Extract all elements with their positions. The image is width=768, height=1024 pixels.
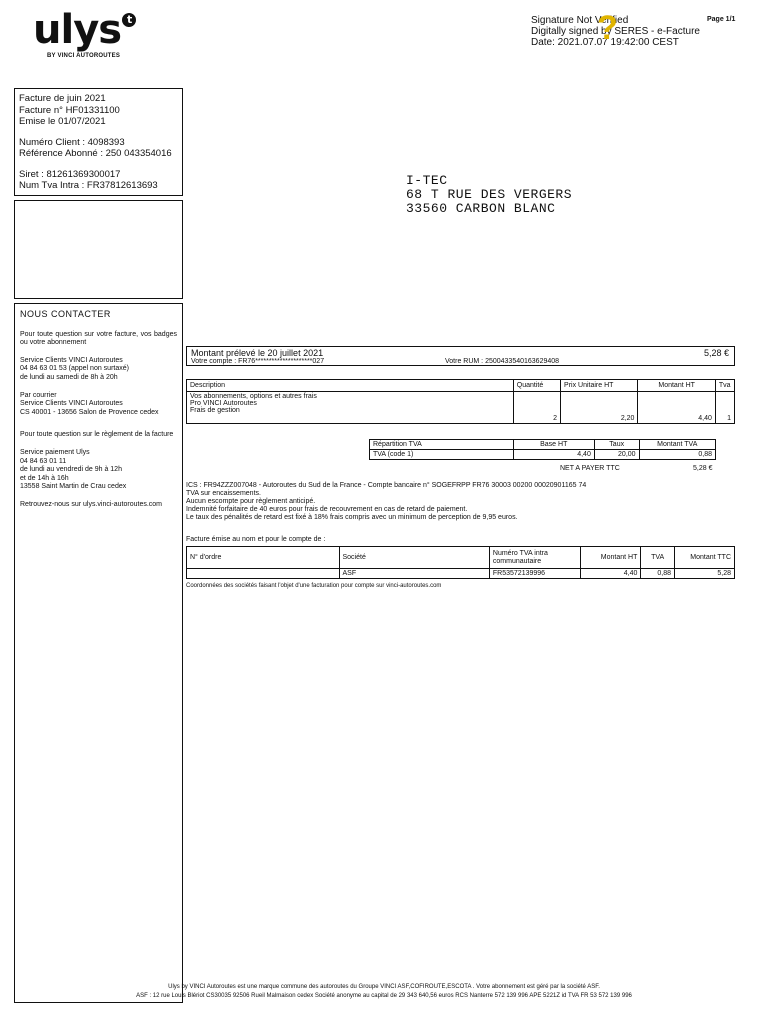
payment-box (186, 346, 735, 366)
net-label: NET A PAYER TTC (560, 465, 620, 472)
tva-number: Num Tva Intra : FR37812613693 (19, 180, 158, 191)
ulys-logo: ulys t (33, 10, 136, 50)
legal-ics: ICS : FR94ZZZ007048 - Autoroutes du Sud de la France - Compte bancaire n° SOGEFRPP FR76 30003 00200 00020901165 74 (186, 482, 587, 489)
vat-code: TVA (code 1) (370, 450, 514, 460)
empty-box (14, 200, 183, 299)
legal-block (186, 482, 746, 522)
tp-tva: 0,88 (641, 569, 675, 579)
col-tva: Tva (715, 380, 734, 392)
tp-vat-number: FR53572139996 (489, 569, 581, 579)
invoice-issued: Emise le 01/07/2021 (19, 116, 106, 127)
legal-discount: Aucun escompte pour règlement anticipé. (186, 498, 316, 505)
page-number: Page 1/1 (707, 16, 736, 23)
logo-mark: t (122, 13, 136, 27)
invoice-lines-table (186, 379, 735, 424)
contact-service-1: Service Clients VINCI Autoroutes 04 84 63 01 53 (appel non surtaxé) de lundi au samedi de 8h à 20h (20, 356, 129, 381)
logo-subtitle: BY VINCI AUTOROUTES (47, 53, 121, 59)
signature-date: Date: 2021.07.07 19:42:00 CEST (531, 37, 679, 48)
address-line-3: 33560 CARBON BLANC (406, 201, 556, 216)
tp-amount-ttc: 5,28 (675, 569, 735, 579)
recipient-address (406, 174, 572, 216)
third-party-title: Facture émise au nom et pour le compte de : (186, 536, 326, 543)
contact-mail-1: Par courrier Service Clients VINCI Autoroutes CS 40001 - 13656 Salon de Provence cedex (20, 391, 159, 416)
line-quantity: 2 (513, 392, 560, 424)
signature-status: Signature Not Verified (531, 15, 629, 26)
third-party-note: Coordonnées des sociétés faisant l'objet d'une facturation pour compte sur vinci-autoroutes.com (186, 583, 442, 589)
footer-line-1: Ulys by VINCI Autoroutes est une marque commune des autoroutes du Groupe VINCI ASF,COFIROUTE,ESCOTA . Votre abonnement est géré par la société ASF. (168, 984, 600, 990)
contact-heading: NOUS CONTACTER (20, 309, 111, 319)
contact-box (14, 303, 183, 1003)
net-value: 5,28 € (693, 465, 713, 472)
col-amount-ht: Montant HT (638, 380, 715, 392)
payment-amount: 5,28 € (703, 348, 729, 358)
invoice-title: Facture de juin 2021 (19, 93, 106, 104)
col-quantity: Quantité (513, 380, 560, 392)
vat-table (369, 439, 716, 460)
payment-account: Votre compte : FR76*********************027 (191, 358, 325, 365)
third-party-table (186, 546, 735, 579)
contact-service-2: Service paiement Ulys 04 84 63 01 11 de lundi au vendredi de 9h à 12h et de 14h à 16h 13558 Saint Martin de Crau cedex (20, 448, 127, 491)
legal-penalty: Le taux des pénalités de retard est fixé à 18% frais compris avec un minimum de perception de 9,95 euros. (186, 514, 518, 521)
contact-question-1: Pour toute question sur votre facture, vos badges ou votre abonnement (20, 330, 177, 347)
tp-company: ASF (339, 569, 489, 579)
line-desc-2: Pro VINCI Autoroutes (190, 400, 257, 407)
legal-indemnity: Indemnité forfaitaire de 40 euros pour frais de recouvrement en cas de retard de paiement. (186, 506, 468, 513)
subscriber-ref: Référence Abonné : 250 043354016 (19, 148, 172, 159)
tp-col-vat-number: Numéro TVA intra communautaire (489, 547, 581, 569)
tp-col-amount-ttc: Montant TTC (675, 547, 735, 569)
invoice-info-box (14, 88, 183, 196)
footer-line-2: ASF : 12 rue Louis Blériot CS30035 92506 Rueil Malmaison cedex Société anonyme au capital de 29 343 640,56 euros RCS Nanterre 572 139 996 APE 5221Z id TVA FR 53 572 139 996 (136, 993, 632, 999)
vat-rate: 20,00 (594, 450, 639, 460)
legal-tva: TVA sur encaissements. (186, 490, 261, 497)
vat-col-base: Base HT (513, 440, 594, 450)
line-description (187, 392, 514, 424)
line-desc-1: Vos abonnements, options et autres frais (190, 393, 317, 400)
address-line-1: I-TEC (406, 173, 448, 188)
address-line-2: 68 T RUE DES VERGERS (406, 187, 573, 202)
payment-rum: Votre RUM : 2500433540163629408 (445, 358, 560, 365)
tp-order (187, 569, 340, 579)
signature-signer: Digitally signed by SERES - e-Facture (531, 26, 700, 37)
line-desc-3: Frais de gestion (190, 407, 240, 414)
payment-label: Montant prélevé le 20 juillet 2021 (191, 348, 324, 358)
contact-question-2: Pour toute question sur le règlement de la facture (20, 431, 174, 439)
tp-col-tva: TVA (641, 547, 675, 569)
vat-base: 4,40 (513, 450, 594, 460)
vat-col-amount: Montant TVA (639, 440, 715, 450)
contact-website-link[interactable]: Retrouvez-nous sur ulys.vinci-autoroutes.com (20, 500, 163, 508)
invoice-number: Facture n° HF01331100 (19, 104, 120, 116)
question-mark-icon: ? (597, 9, 618, 47)
col-unit-price: Prix Unitaire HT (561, 380, 638, 392)
col-description: Description (187, 380, 514, 392)
tp-col-order: N° d'ordre (187, 547, 340, 569)
vat-col-rate: Taux (594, 440, 639, 450)
tp-amount-ht: 4,40 (581, 569, 641, 579)
client-number: Numéro Client : 4098393 (19, 136, 125, 148)
vat-col-breakdown: Répartition TVA (370, 440, 514, 450)
line-amount-ht: 4,40 (638, 392, 715, 424)
tp-col-company: Société (339, 547, 489, 569)
siret: Siret : 81261369300017 (19, 168, 121, 180)
line-unit-price: 2,20 (561, 392, 638, 424)
tp-col-amount-ht: Montant HT (581, 547, 641, 569)
line-tva: 1 (715, 392, 734, 424)
vat-amount: 0,88 (639, 450, 715, 460)
